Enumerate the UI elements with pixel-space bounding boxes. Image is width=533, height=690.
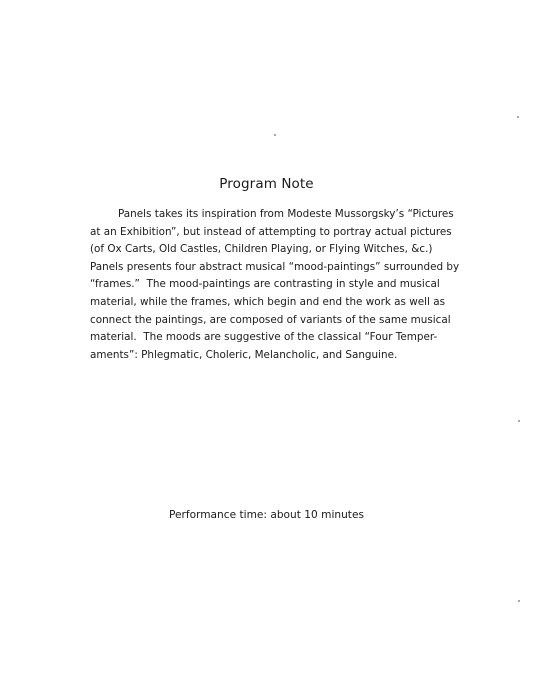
scan-speck	[274, 134, 276, 136]
program-note-body	[90, 206, 460, 364]
body-line: (of Ox Carts, Old Castles, Children Playing, or Flying Witches, &c.)	[90, 243, 433, 256]
body-line: Panels presents four abstract musical “mood-paintings” surrounded by	[90, 260, 460, 273]
page-title: Program Note	[219, 176, 314, 192]
performance-time: Performance time: about 10 minutes	[168, 509, 365, 521]
scan-speck	[518, 600, 520, 602]
scan-speck	[518, 420, 520, 422]
body-line: connect the paintings, are composed of variants of the same musical	[90, 313, 451, 326]
body-line: at an Exhibition”, but instead of attempting to portray actual pictures	[90, 225, 452, 238]
body-line: aments”: Phlegmatic, Choleric, Melancholic, and Sanguine.	[90, 348, 398, 361]
body-line: material, while the frames, which begin and end the work as well as	[90, 295, 446, 308]
body-line: material. The moods are suggestive of the classical “Four Temper-	[90, 331, 438, 344]
scan-speck	[517, 116, 519, 118]
body-line: “frames.” The mood-paintings are contrasting in style and musical	[90, 278, 440, 291]
body-line: Panels takes its inspiration from Modeste Mussorgsky’s “Pictures	[118, 208, 454, 220]
